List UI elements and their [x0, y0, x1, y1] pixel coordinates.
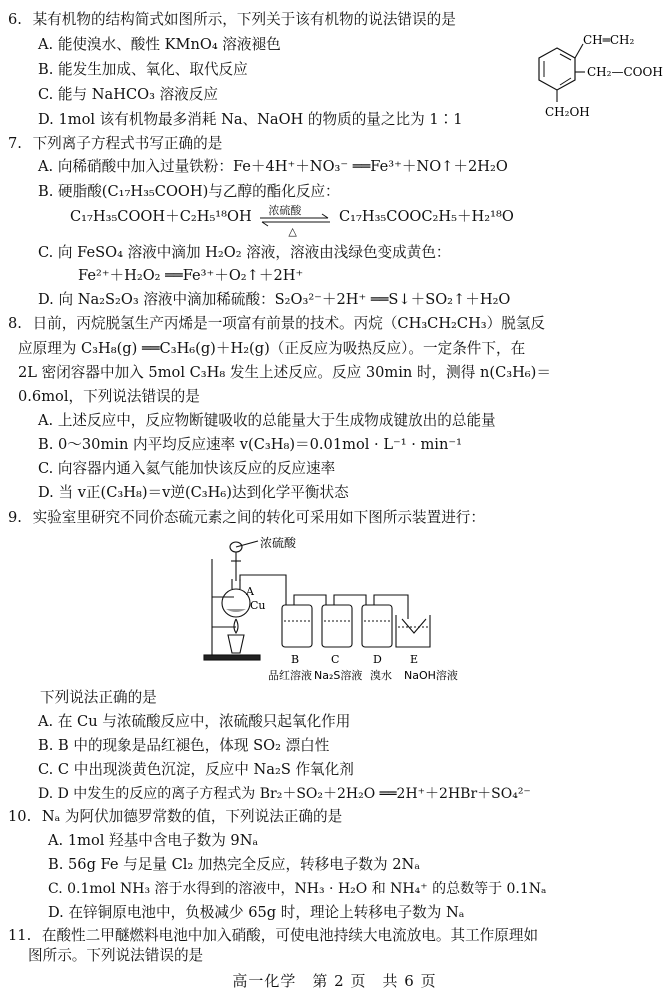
q8-option-a: A. 上述反应中，反应物断键吸收的总能量大于生成物成键放出的总能量 — [38, 412, 496, 429]
q7-eq-right: C₁₇H₃₅COOC₂H₅＋H₂¹⁸O — [338, 208, 514, 225]
q6-stem-text: 某有机物的结构简式如图所示，下列关于该有机物的说法错误的是 — [32, 11, 456, 28]
q7-reversible-arrow — [258, 204, 332, 238]
q11-stem-line-1 — [8, 926, 538, 946]
q8-stem-line-3: 2L 密闭容器中加入 5mol C₃H₈ 发生上述反应。反应 30min 时，测得 n(C₃H₆)＝ — [18, 364, 551, 381]
q10-option-d: D. 在锌铜原电池中，负极减少 65g 时，理论上转移电子数为 Nₐ — [48, 904, 465, 921]
q7-option-c: C. 向 FeSO₄ 溶液中滴加 H₂O₂ 溶液，溶液由浅绿色变成黄色： — [38, 244, 451, 261]
q10-number: 10. — [8, 808, 32, 825]
q9-after-stem: 下列说法正确的是 — [40, 689, 157, 706]
q8-stem-line-1 — [8, 314, 545, 334]
q6-option-c: C. 能与 NaHCO₃ 溶液反应 — [38, 86, 218, 103]
bottle-c-name: Na₂S溶液 — [314, 669, 363, 682]
q11-stem-text: 在酸性二甲醚燃料电池中加入硝酸，可使电池持续大电流放电。其工作原理如 — [41, 927, 539, 944]
q6-option-a: A. 能使溴水、酸性 KMnO₄ 溶液褪色 — [38, 36, 281, 53]
copper-label: Cu — [250, 599, 266, 612]
q9-number: 9. — [8, 509, 22, 526]
q10-option-c: C. 0.1mol NH₃ 溶于水得到的溶液中，NH₃ · H₂O 和 NH₄⁺ 的总数等于 0.1Nₐ — [48, 881, 547, 897]
q6-number: 6. — [8, 11, 22, 28]
page-footer: 高一化学 第 2 页 共 6 页 — [232, 972, 437, 990]
q6-stem — [8, 10, 456, 30]
q9-option-b: B. B 中的现象是品红褪色，体现 SO₂ 漂白性 — [38, 737, 330, 754]
q6-option-b: B. 能发生加成、氧化、取代反应 — [38, 61, 248, 78]
q7-catalyst-label: 浓硫酸 — [268, 204, 302, 217]
bottle-d-name: 溴水 — [370, 669, 392, 682]
q9-option-d: D. D 中发生的反应的离子方程式为 Br₂＋SO₂＋2H₂O ══2H⁺＋2HBr＋SO₄²⁻ — [38, 786, 531, 802]
bottle-b-name: 品红溶液 — [268, 669, 312, 682]
bottle-d-letter: D — [373, 653, 382, 666]
q7-stem — [8, 134, 222, 154]
q7-option-b: B. 硬脂酸(C₁₇H₃₅COOH)与乙醇的酯化反应： — [38, 183, 340, 200]
q9-stem-text: 实验室里研究不同价态硫元素之间的转化可采用如下图所示装置进行： — [32, 509, 485, 526]
q7-stem-text: 下列离子方程式书写正确的是 — [32, 135, 223, 152]
bottle-b-letter: B — [291, 653, 300, 666]
q7-option-d: D. 向 Na₂S₂O₃ 溶液中滴加稀硫酸：S₂O₃²⁻＋2H⁺ ══S↓＋SO₂↑＋H₂O — [38, 291, 511, 308]
q8-option-c: C. 向容器内通入氦气能加快该反应的反应速率 — [38, 460, 336, 477]
q11-number: 11. — [8, 927, 32, 944]
flask-label: A — [246, 585, 254, 598]
q7-number: 7. — [8, 135, 22, 152]
q9-option-a: A. 在 Cu 与浓硫酸反应中，浓硫酸只起氧化作用 — [38, 713, 351, 730]
q8-stem-line-4: 0.6mol，下列说法错误的是 — [18, 388, 200, 405]
q8-option-d: D. 当 v正(C₃H₈)＝v逆(C₃H₆)达到化学平衡状态 — [38, 484, 349, 501]
q7-esterification-equation — [70, 204, 514, 238]
side-chain-label: CH₂—COOH — [587, 65, 663, 79]
q9-apparatus-diagram — [198, 535, 478, 687]
q7-option-a: A. 向稀硝酸中加入过量铁粉：Fe＋4H⁺＋NO₃⁻ ══Fe³⁺＋NO↑＋2H₂O — [38, 158, 508, 175]
bottle-c-letter: C — [331, 653, 340, 666]
bottom-group-label: CH₂OH — [545, 105, 590, 119]
q10-stem-text: Nₐ 为阿伏加德罗常数的值，下列说法正确的是 — [41, 808, 343, 825]
q11-stem-line-2: 图所示。下列说法错误的是 — [28, 947, 204, 964]
q7-option-c-equation: Fe²⁺＋H₂O₂ ══Fe³⁺＋O₂↑＋2H⁺ — [78, 267, 304, 284]
q6-option-d: D. 1mol 该有机物最多消耗 Na、NaOH 的物质的量之比为 1∶1 — [38, 111, 463, 128]
beaker-e-letter: E — [410, 653, 419, 666]
q7-heat-label: △ — [288, 225, 297, 238]
q10-option-b: B. 56g Fe 与足量 Cl₂ 加热完全反应，转移电子数为 2Nₐ — [48, 856, 420, 873]
q9-option-c: C. C 中出现淡黄色沉淀，反应中 Na₂S 作氧化剂 — [38, 761, 354, 778]
q8-stem-line-2: 应原理为 C₃H₈(g) ══C₃H₆(g)＋H₂(g)（正反应为吸热反应）。一定条件下，在 — [18, 340, 526, 357]
q10-option-a: A. 1mol 羟基中含电子数为 9Nₐ — [48, 832, 259, 849]
q8-option-b: B. 0～30min 内平均反应速率 v(C₃H₈)＝0.01mol · L⁻¹ · min⁻¹ — [38, 436, 462, 453]
q9-stem — [8, 508, 485, 528]
q7-eq-left: C₁₇H₃₅COOH＋C₂H₅¹⁸OH — [70, 208, 252, 225]
vinyl-label: CH═CH₂ — [583, 33, 635, 47]
q6-structural-formula — [525, 30, 665, 132]
acid-label: 浓硫酸 — [260, 536, 297, 550]
q10-stem — [8, 807, 342, 827]
q8-number: 8. — [8, 315, 22, 332]
q8-stem-text: 日前，丙烷脱氢生产丙烯是一项富有前景的技术。丙烷（CH₃CH₂CH₃）脱氢反 — [32, 315, 546, 332]
beaker-e-name: NaOH溶液 — [404, 669, 458, 682]
